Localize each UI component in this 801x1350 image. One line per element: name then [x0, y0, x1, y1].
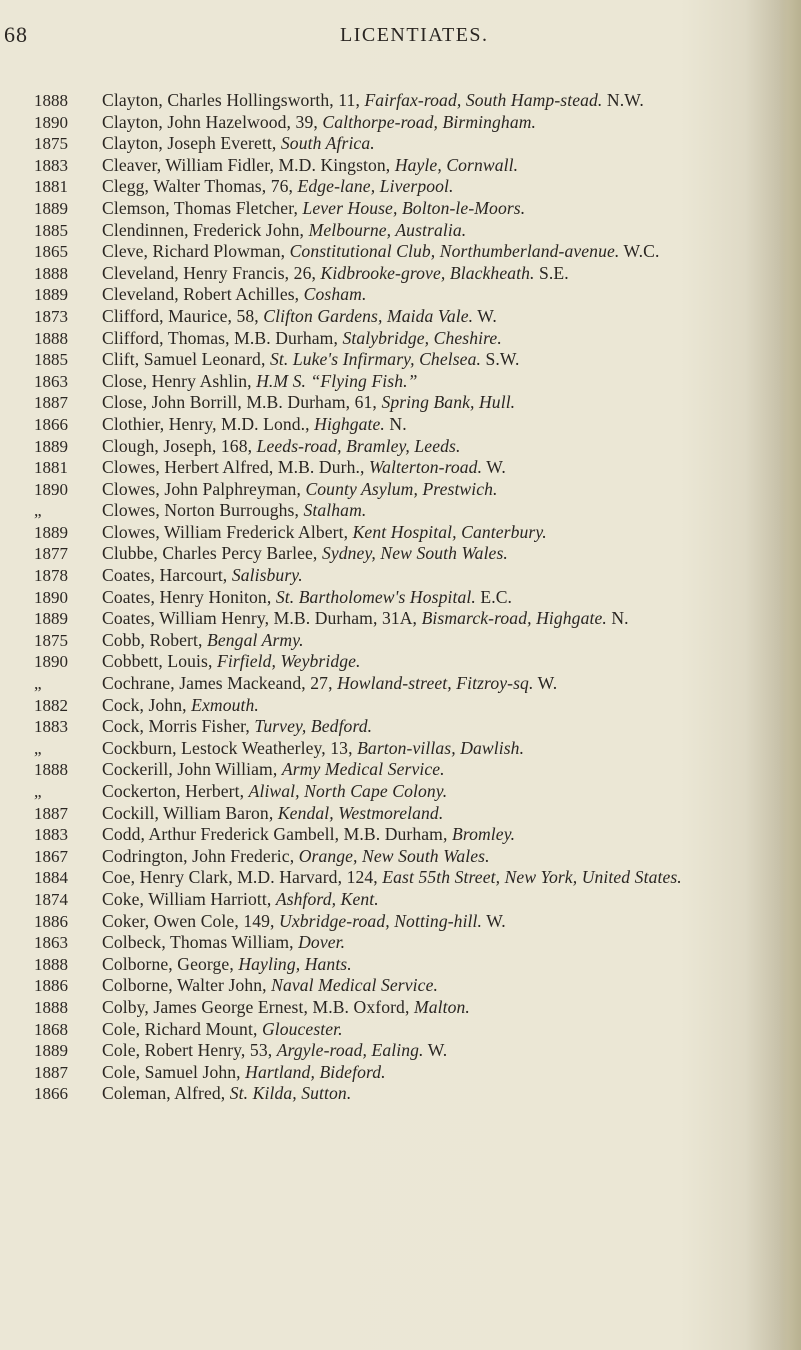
entry-text: Colborne, Walter John, Naval Medical Service. [102, 975, 438, 996]
list-item [0, 198, 790, 220]
list-item [0, 414, 790, 436]
entry-year: 1890 [34, 587, 68, 607]
entry-text: Clifford, Thomas, M.B. Durham, Stalybridge, Cheshire. [102, 327, 502, 348]
list-item [0, 673, 790, 695]
list-item [0, 349, 790, 371]
list-item [0, 155, 790, 177]
entry-year: 1882 [34, 695, 68, 715]
entry-text: Close, Henry Ashlin, H.M S. “Flying Fish.” [102, 370, 418, 391]
entry-text: Codrington, John Frederic, Orange, New South Wales. [102, 845, 490, 866]
list-item [0, 112, 790, 134]
entry-year: 1890 [34, 112, 68, 132]
list-item [0, 1040, 790, 1062]
entry-text: Coates, William Henry, M.B. Durham, 31A, Bismarck-road, Highgate. N. [102, 608, 629, 629]
list-item [0, 889, 790, 911]
entry-text: Clayton, Charles Hollingsworth, 11, Fairfax-road, South Hamp-stead. N.W. [102, 90, 644, 110]
entry-text: Colborne, George, Hayling, Hants. [102, 953, 352, 974]
entry-text: Cole, Samuel John, Hartland, Bideford. [102, 1061, 386, 1082]
entry-text: Cockill, William Baron, Kendal, Westmoreland. [102, 802, 444, 823]
list-item [0, 867, 790, 889]
entry-text: Cock, Morris Fisher, Turvey, Bedford. [102, 716, 373, 737]
list-item [0, 176, 790, 198]
list-item [0, 479, 790, 501]
list-item [0, 803, 790, 825]
entry-text: Cockerton, Herbert, Aliwal, North Cape Colony. [102, 781, 448, 801]
entry-year: „ [34, 674, 42, 694]
page-header [0, 22, 801, 52]
entry-text: Cobbett, Louis, Firfield, Weybridge. [102, 651, 361, 672]
entry-text: Clemson, Thomas Fletcher, Lever House, Bolton-le-Moors. [102, 197, 526, 218]
entry-year: 1873 [34, 306, 68, 326]
list-item [0, 997, 790, 1019]
entry-year: 1887 [34, 803, 68, 823]
list-item [0, 284, 790, 306]
list-item [0, 759, 790, 781]
list-item [0, 824, 790, 846]
list-item [0, 522, 790, 544]
entry-year: 1885 [34, 350, 68, 370]
entry-text: Clowes, John Palphreyman, County Asylum, Prestwich. [102, 478, 498, 499]
entry-year: 1890 [34, 479, 68, 499]
entry-year: 1863 [34, 371, 68, 391]
list-item [0, 695, 790, 717]
list-item [0, 587, 790, 609]
entry-year: 1888 [34, 91, 68, 110]
list-item [0, 241, 790, 263]
entry-text: Coe, Henry Clark, M.D. Harvard, 124, East 55th Street, New York, United States. [102, 867, 682, 888]
list-item [0, 90, 790, 112]
entry-text: Clowes, William Frederick Albert, Kent Hospital, Canterbury. [102, 521, 547, 542]
entry-year: 1885 [34, 220, 68, 240]
entry-text: Clegg, Walter Thomas, 76, Edge-lane, Liverpool. [102, 176, 454, 197]
entry-year: 1866 [34, 414, 68, 434]
entry-year: 1888 [34, 954, 68, 974]
entry-year: 1888 [34, 328, 68, 348]
entry-text: Coleman, Alfred, St. Kilda, Sutton. [102, 1083, 352, 1104]
entry-text: Coker, Owen Cole, 149, Uxbridge-road, Notting-hill. W. [102, 910, 506, 931]
list-item [0, 1062, 790, 1084]
entry-text: Coates, Harcourt, Salisbury. [102, 565, 303, 586]
entry-text: Codd, Arthur Frederick Gambell, M.B. Durham, Bromley. [102, 824, 516, 845]
entry-text: Clifford, Maurice, 58, Clifton Gardens, Maida Vale. W. [102, 305, 497, 326]
entry-text: Clayton, John Hazelwood, 39, Calthorpe-road, Birmingham. [102, 111, 537, 132]
list-item [0, 436, 790, 458]
entry-year: 1889 [34, 1041, 68, 1061]
entry-year: 1877 [34, 544, 68, 564]
entry-year: 1887 [34, 1062, 68, 1082]
list-item [0, 457, 790, 479]
entry-text: Coke, William Harriott, Ashford, Kent. [102, 888, 379, 909]
entry-text: Clift, Samuel Leonard, St. Luke's Infirmary, Chelsea. S.W. [102, 349, 520, 370]
entry-year: 1888 [34, 263, 68, 283]
entry-year: 1867 [34, 846, 68, 866]
licentiates-list [0, 90, 790, 1105]
entry-year: „ [34, 782, 42, 801]
entry-text: Colby, James George Ernest, M.B. Oxford, Malton. [102, 996, 470, 1017]
list-item [0, 263, 790, 285]
list-item [0, 651, 790, 673]
list-item [0, 954, 790, 976]
entry-text: Clowes, Norton Burroughs, Stalham. [102, 500, 367, 521]
entry-year: 1889 [34, 285, 68, 305]
entry-year: 1889 [34, 522, 68, 542]
entry-text: Cobb, Robert, Bengal Army. [102, 629, 304, 650]
list-item [0, 1083, 790, 1105]
list-item [0, 846, 790, 868]
entry-year: 1884 [34, 868, 68, 888]
entry-text: Cockerill, John William, Army Medical Service. [102, 759, 445, 780]
entry-text: Colbeck, Thomas William, Dover. [102, 932, 346, 953]
list-item [0, 306, 790, 328]
entry-text: Cleveland, Henry Francis, 26, Kidbrooke-grove, Blackheath. S.E. [102, 262, 569, 283]
list-item [0, 220, 790, 242]
entry-year: 1889 [34, 198, 68, 218]
entry-year: 1881 [34, 458, 68, 478]
entry-text: Coates, Henry Honiton, St. Bartholomew's Hospital. E.C. [102, 586, 513, 607]
entry-year: 1889 [34, 436, 68, 456]
entry-year: 1863 [34, 933, 68, 953]
list-item [0, 738, 790, 760]
entry-year: 1887 [34, 393, 68, 413]
entry-year: 1890 [34, 652, 68, 672]
entry-year: 1888 [34, 997, 68, 1017]
list-item [0, 1019, 790, 1041]
list-item [0, 328, 790, 350]
entry-year: „ [34, 738, 42, 758]
entry-text: Close, John Borrill, M.B. Durham, 61, Spring Bank, Hull. [102, 392, 516, 413]
entry-year: 1875 [34, 134, 68, 154]
entry-year: 1875 [34, 630, 68, 650]
entry-text: Cleveland, Robert Achilles, Cosham. [102, 284, 367, 305]
entry-year: 1878 [34, 566, 68, 586]
list-item [0, 911, 790, 933]
entry-year: 1888 [34, 760, 68, 780]
list-item [0, 975, 790, 997]
entry-year: 1883 [34, 717, 68, 737]
entry-year: „ [34, 501, 42, 521]
entry-text: Cole, Robert Henry, 53, Argyle-road, Ealing. W. [102, 1040, 448, 1061]
entry-year: 1865 [34, 242, 68, 262]
list-item [0, 630, 790, 652]
entry-year: 1881 [34, 177, 68, 197]
list-item [0, 500, 790, 522]
entry-text: Cleaver, William Fidler, M.D. Kingston, Hayle, Cornwall. [102, 154, 519, 175]
entry-text: Clough, Joseph, 168, Leeds-road, Bramley, Leeds. [102, 435, 461, 456]
list-item [0, 565, 790, 587]
entry-text: Clayton, Joseph Everett, South Africa. [102, 133, 375, 154]
list-item [0, 781, 790, 803]
entry-year: 1883 [34, 825, 68, 845]
list-item [0, 932, 790, 954]
list-item [0, 371, 790, 393]
entry-year: 1886 [34, 976, 68, 996]
list-item [0, 608, 790, 630]
list-item [0, 133, 790, 155]
entry-year: 1874 [34, 889, 68, 909]
entry-year: 1886 [34, 911, 68, 931]
running-title: LICENTIATES. [340, 24, 489, 46]
entry-text: Cleve, Richard Plowman, Constitutional Club, Northumberland-avenue. W.C. [102, 241, 660, 262]
entry-year: 1883 [34, 155, 68, 175]
entry-text: Clendinnen, Frederick John, Melbourne, Australia. [102, 219, 467, 240]
entry-text: Clowes, Herbert Alfred, M.B. Durh., Walterton-road. W. [102, 457, 506, 478]
entry-text: Cochrane, James Mackeand, 27, Howland-street, Fitzroy-sq. W. [102, 673, 558, 694]
entry-text: Clubbe, Charles Percy Barlee, Sydney, New South Wales. [102, 543, 508, 564]
entry-year: 1866 [34, 1084, 68, 1104]
entry-year: 1889 [34, 609, 68, 629]
page-number: 68 [4, 22, 28, 47]
entry-text: Cole, Richard Mount, Gloucester. [102, 1018, 343, 1039]
list-item [0, 716, 790, 738]
entry-year: 1868 [34, 1019, 68, 1039]
entry-text: Cock, John, Exmouth. [102, 694, 259, 715]
list-item [0, 543, 790, 565]
entry-text: Cockburn, Lestock Weatherley, 13, Barton-villas, Dawlish. [102, 737, 525, 758]
list-item [0, 392, 790, 414]
entry-text: Clothier, Henry, M.D. Lond., Highgate. N. [102, 413, 407, 434]
